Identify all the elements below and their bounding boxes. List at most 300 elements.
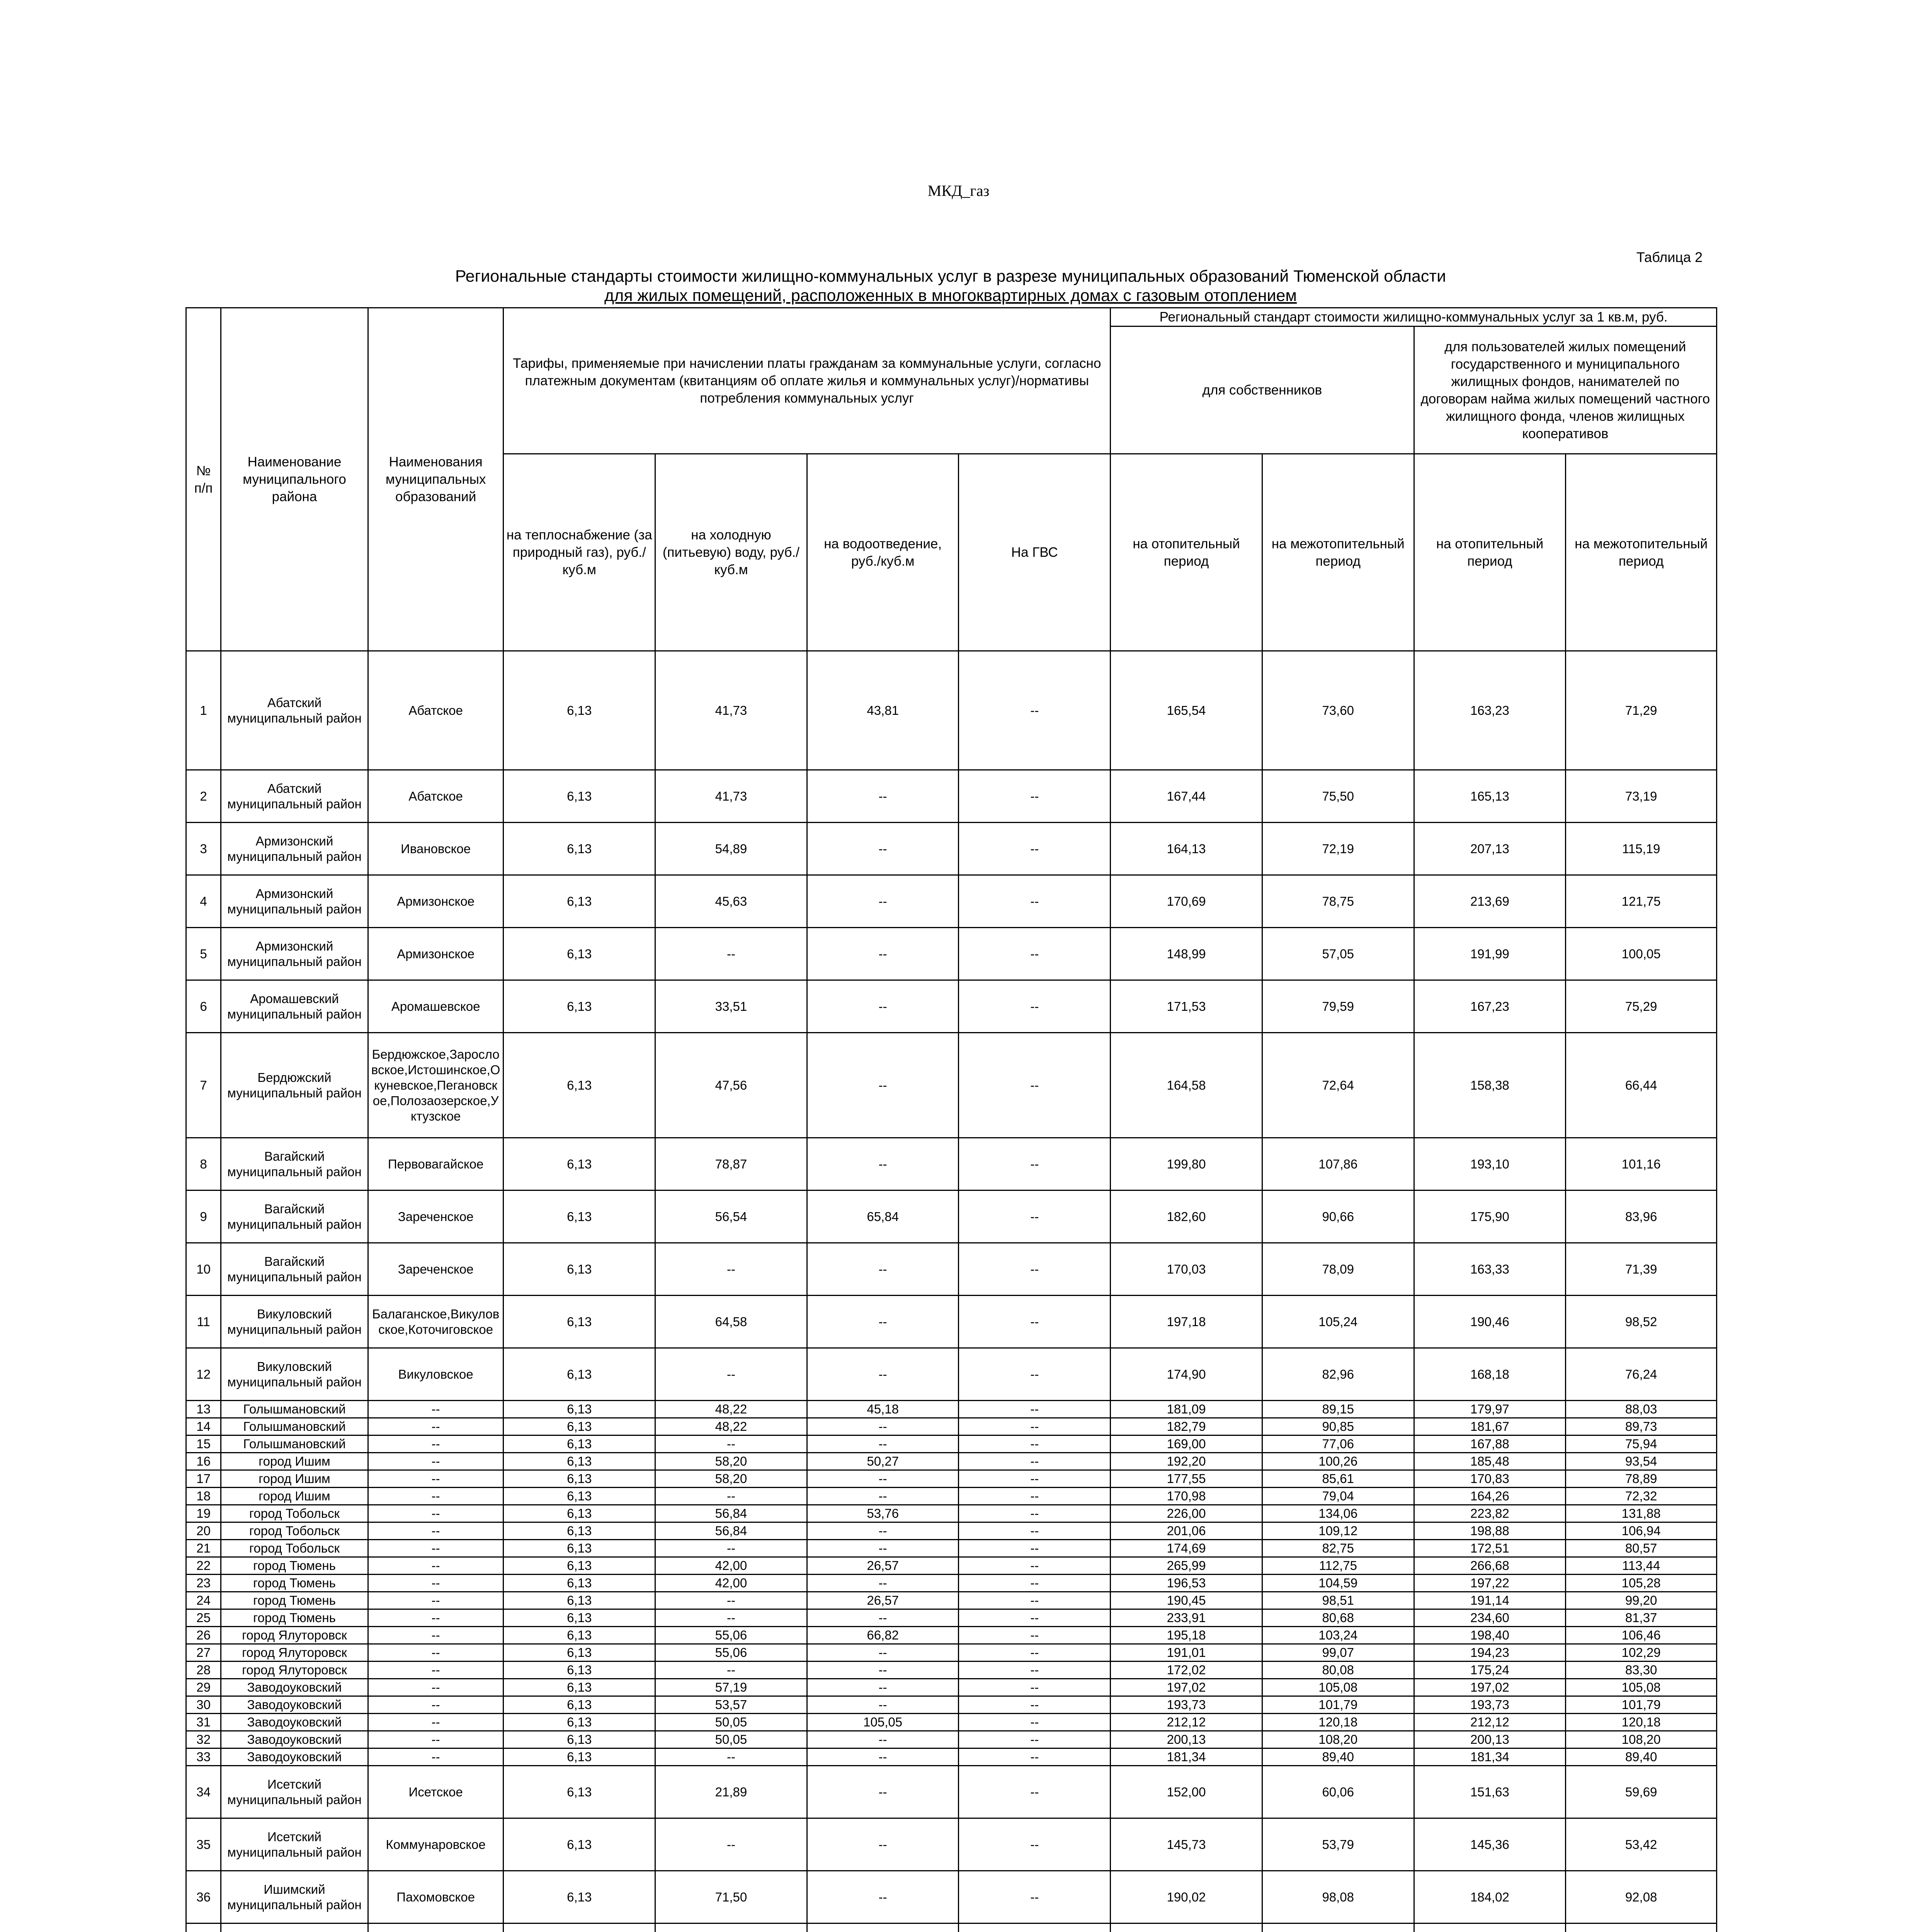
table-cell: город Ялуторовск: [221, 1644, 368, 1662]
table-cell: 6,13: [503, 770, 655, 823]
table-cell: --: [959, 770, 1111, 823]
table-cell: 9: [186, 1190, 221, 1243]
table-cell: Заводоуковский: [221, 1748, 368, 1766]
table-cell: 148,99: [1111, 928, 1262, 980]
table-cell: 167,44: [1111, 770, 1262, 823]
col-header-sewage: на водоотведение, руб./куб.м: [807, 454, 959, 651]
table-cell: --: [368, 1557, 503, 1575]
table-cell: 30: [186, 1696, 221, 1714]
table-cell: 101,16: [1566, 1138, 1717, 1190]
table-cell: 106,94: [1566, 1522, 1717, 1540]
table-cell: 6,13: [503, 1644, 655, 1662]
table-cell: 82,96: [1262, 1348, 1414, 1401]
table-cell: 55,06: [655, 1644, 807, 1662]
table-cell: --: [368, 1627, 503, 1644]
table-cell: 167,23: [1414, 980, 1566, 1033]
table-cell: --: [368, 1488, 503, 1505]
table-cell: Коммунаровское: [368, 1818, 503, 1871]
table-cell: --: [959, 1871, 1111, 1923]
table-row: [186, 1575, 1717, 1592]
table-cell: 199,80: [1111, 1138, 1262, 1190]
table-number: Таблица 2: [1636, 249, 1703, 265]
table-cell: 18: [186, 1488, 221, 1505]
table-row: [186, 1923, 1717, 1932]
table-cell: --: [959, 1627, 1111, 1644]
table-cell: 6,13: [503, 1696, 655, 1714]
table-cell: 33,51: [655, 980, 807, 1033]
table-cell: 6,13: [503, 1557, 655, 1575]
table-cell: 77,06: [1262, 1435, 1414, 1453]
table-row: [186, 1348, 1717, 1401]
table-header: [186, 308, 1717, 651]
table-cell: 266,68: [1414, 1557, 1566, 1575]
table-cell: 10: [186, 1243, 221, 1296]
table-cell: 53,76: [807, 1505, 959, 1522]
table-cell: 234,60: [1414, 1609, 1566, 1627]
table-cell: 6,13: [503, 1627, 655, 1644]
table-cell: 93,54: [1566, 1453, 1717, 1470]
table-cell: 200,13: [1414, 1731, 1566, 1748]
table-cell: 194,23: [1414, 1644, 1566, 1662]
table-cell: 42,00: [655, 1575, 807, 1592]
table-cell: 56,84: [655, 1522, 807, 1540]
table-cell: --: [959, 1679, 1111, 1696]
table-cell: --: [807, 1522, 959, 1540]
table-cell: 71,39: [1566, 1243, 1717, 1296]
table-cell: Армизонское: [368, 928, 503, 980]
table-cell: 98,52: [1566, 1296, 1717, 1348]
table-cell: --: [655, 1435, 807, 1453]
table-cell: 6,13: [503, 1575, 655, 1592]
table-cell: 104,59: [1262, 1575, 1414, 1592]
table-cell: --: [959, 1818, 1111, 1871]
table-cell: 17: [186, 1470, 221, 1488]
table-cell: 66,82: [807, 1627, 959, 1644]
table-row: [186, 1818, 1717, 1871]
table-cell: 213,69: [1414, 875, 1566, 928]
table-cell: 73,60: [1262, 651, 1414, 770]
table-cell: 113,44: [1566, 1557, 1717, 1575]
table-cell: 5: [186, 928, 221, 980]
table-row: [186, 1190, 1717, 1243]
table-cell: Зареченское: [368, 1243, 503, 1296]
table-cell: --: [807, 1679, 959, 1696]
table-cell: Исетский муниципальный район: [221, 1818, 368, 1871]
document-subtitle: для жилых помещений, расположенных в многоквартирных домах с газовым отоплением: [604, 286, 1297, 305]
table-cell: 174,90: [1111, 1348, 1262, 1401]
table-cell: --: [368, 1470, 503, 1488]
table-cell: --: [655, 1488, 807, 1505]
table-cell: 89,40: [1566, 1748, 1717, 1766]
table-cell: --: [655, 1348, 807, 1401]
table-cell: 106,46: [1566, 1627, 1717, 1644]
table-cell: 59,69: [1566, 1766, 1717, 1818]
table-cell: 190,45: [1111, 1592, 1262, 1609]
table-row: [186, 1679, 1717, 1696]
table-cell: --: [368, 1575, 503, 1592]
table-cell: 193,73: [1414, 1696, 1566, 1714]
table-cell: 197,02: [1111, 1679, 1262, 1696]
table-cell: Викуловское: [368, 1348, 503, 1401]
table-cell: 80,08: [1262, 1662, 1414, 1679]
table-cell: 131,88: [1566, 1505, 1717, 1522]
table-cell: --: [959, 1644, 1111, 1662]
table-cell: 108,20: [1566, 1731, 1717, 1748]
table-cell: 72,32: [1566, 1488, 1717, 1505]
table-cell: --: [807, 1818, 959, 1871]
table-cell: --: [368, 1679, 503, 1696]
table-cell: [1262, 1923, 1414, 1932]
table-cell: --: [368, 1453, 503, 1470]
col-header-cold-water: на холодную (питьевую) воду, руб./куб.м: [655, 454, 807, 651]
table-cell: 92,08: [1566, 1871, 1717, 1923]
table-cell: 175,90: [1414, 1190, 1566, 1243]
table-cell: --: [368, 1435, 503, 1453]
table-cell: Бердюжское,Зарословское,Истошинское,Окуневское,Пегановское,Полозаозерское,Уктузское: [368, 1033, 503, 1138]
table-cell: 6,13: [503, 1401, 655, 1418]
table-cell: 6,13: [503, 1871, 655, 1923]
table-row: [186, 1418, 1717, 1435]
table-cell: --: [807, 980, 959, 1033]
sheet-name: МКД_газ: [927, 182, 990, 199]
table-cell: --: [655, 1592, 807, 1609]
table-cell: --: [368, 1662, 503, 1679]
table-cell: --: [368, 1418, 503, 1435]
table-row: [186, 1557, 1717, 1575]
table-cell: 54,89: [655, 823, 807, 875]
table-cell: 48,22: [655, 1418, 807, 1435]
table-cell: 6,13: [503, 980, 655, 1033]
table-cell: 107,86: [1262, 1138, 1414, 1190]
table-cell: 6,13: [503, 1190, 655, 1243]
table-cell: город Ялуторовск: [221, 1662, 368, 1679]
table-cell: --: [807, 875, 959, 928]
table-cell: Армизонский муниципальный район: [221, 823, 368, 875]
table-cell: 27: [186, 1644, 221, 1662]
table-cell: --: [807, 1662, 959, 1679]
table-cell: 22: [186, 1557, 221, 1575]
table-cell: 89,15: [1262, 1401, 1414, 1418]
table-cell: --: [959, 1714, 1111, 1731]
table-cell: --: [655, 1540, 807, 1557]
table-cell: --: [807, 1488, 959, 1505]
table-cell: 16: [186, 1453, 221, 1470]
table-cell: 65,84: [807, 1190, 959, 1243]
table-cell: --: [655, 1748, 807, 1766]
table-cell: 105,05: [807, 1714, 959, 1731]
table-cell: --: [368, 1714, 503, 1731]
table-cell: 6,13: [503, 823, 655, 875]
table-cell: --: [655, 1818, 807, 1871]
table-cell: 103,24: [1262, 1627, 1414, 1644]
table-cell: 89,73: [1566, 1418, 1717, 1435]
table-row: [186, 1540, 1717, 1557]
table-cell: город Ишим: [221, 1488, 368, 1505]
table-row: [186, 1662, 1717, 1679]
table-cell: Ивановское: [368, 823, 503, 875]
table-cell: Армизонское: [368, 875, 503, 928]
table-cell: --: [959, 1505, 1111, 1522]
table-cell: 177,55: [1111, 1470, 1262, 1488]
table-cell: 78,87: [655, 1138, 807, 1190]
table-cell: 6,13: [503, 928, 655, 980]
table-cell: 89,40: [1262, 1748, 1414, 1766]
table-cell: 79,04: [1262, 1488, 1414, 1505]
table-cell: 6,13: [503, 1609, 655, 1627]
table-cell: 57,05: [1262, 928, 1414, 980]
table-cell: 6,13: [503, 1818, 655, 1871]
table-cell: Пахомовское: [368, 1871, 503, 1923]
table-cell: 13: [186, 1401, 221, 1418]
table-cell: 4: [186, 875, 221, 928]
table-cell: 191,99: [1414, 928, 1566, 980]
table-cell: 6,13: [503, 1488, 655, 1505]
table-cell: 101,79: [1566, 1696, 1717, 1714]
table-cell: 102,29: [1566, 1644, 1717, 1662]
table-cell: --: [368, 1592, 503, 1609]
table-cell: --: [959, 651, 1111, 770]
table-cell: 31: [186, 1714, 221, 1731]
table-cell: 174,69: [1111, 1540, 1262, 1557]
table-cell: 57,19: [655, 1679, 807, 1696]
table-cell: 35: [186, 1818, 221, 1871]
table-row: [186, 1748, 1717, 1766]
table-cell: 79,59: [1262, 980, 1414, 1033]
table-row: [186, 1505, 1717, 1522]
table-cell: 198,88: [1414, 1522, 1566, 1540]
table-cell: 265,99: [1111, 1557, 1262, 1575]
table-cell: Абатское: [368, 651, 503, 770]
col-header-tenants-nonheating: на межотопительный период: [1566, 454, 1717, 651]
table-cell: 60,06: [1262, 1766, 1414, 1818]
table-cell: 90,66: [1262, 1190, 1414, 1243]
table-cell: 6,13: [503, 651, 655, 770]
table-cell: 6,13: [503, 1435, 655, 1453]
table-row: [186, 980, 1717, 1033]
table-cell: 6,13: [503, 1033, 655, 1138]
table-cell: 101,79: [1262, 1696, 1414, 1714]
table-cell: 197,22: [1414, 1575, 1566, 1592]
table-cell: 3: [186, 823, 221, 875]
table-cell: 134,06: [1262, 1505, 1414, 1522]
table-cell: 182,79: [1111, 1418, 1262, 1435]
table-cell: 7: [186, 1033, 221, 1138]
table-cell: город Ишим: [221, 1470, 368, 1488]
table-row: [186, 1488, 1717, 1505]
table-cell: --: [959, 1662, 1111, 1679]
table-cell: 26,57: [807, 1557, 959, 1575]
table-row: [186, 1296, 1717, 1348]
table-row: [186, 651, 1717, 770]
table-cell: --: [959, 1557, 1111, 1575]
table-cell: 163,23: [1414, 651, 1566, 770]
table-cell: 105,24: [1262, 1296, 1414, 1348]
table-row: [186, 928, 1717, 980]
table-cell: --: [368, 1644, 503, 1662]
table-cell: [186, 1923, 221, 1932]
table-cell: 207,13: [1414, 823, 1566, 875]
table-cell: 181,34: [1414, 1748, 1566, 1766]
col-header-heat: на теплоснабжение (за природный газ), руб./куб.м: [503, 454, 655, 651]
table-cell: 72,19: [1262, 823, 1414, 875]
table-cell: --: [959, 1401, 1111, 1418]
table-cell: 192,20: [1111, 1453, 1262, 1470]
table-cell: Бердюжский муниципальный район: [221, 1033, 368, 1138]
table-cell: 75,29: [1566, 980, 1717, 1033]
table-cell: 6,13: [503, 1731, 655, 1748]
table-cell: --: [368, 1748, 503, 1766]
col-header-tenants-heating: на отопительный период: [1414, 454, 1566, 651]
table-cell: Голышмановский: [221, 1401, 368, 1418]
table-cell: --: [959, 928, 1111, 980]
table-cell: --: [807, 1696, 959, 1714]
table-cell: 15: [186, 1435, 221, 1453]
table-cell: Заводоуковский: [221, 1731, 368, 1748]
table-row: [186, 1138, 1717, 1190]
table-cell: 201,06: [1111, 1522, 1262, 1540]
table-cell: 191,01: [1111, 1644, 1262, 1662]
table-cell: 71,50: [655, 1871, 807, 1923]
table-cell: 83,96: [1566, 1190, 1717, 1243]
table-cell: [1566, 1923, 1717, 1932]
table-cell: 6,13: [503, 875, 655, 928]
table-cell: --: [807, 1766, 959, 1818]
table-cell: Заводоуковский: [221, 1696, 368, 1714]
table-cell: город Ишим: [221, 1453, 368, 1470]
table-cell: 175,24: [1414, 1662, 1566, 1679]
table-cell: 58,20: [655, 1470, 807, 1488]
table-row: [186, 1609, 1717, 1627]
table-cell: [503, 1923, 655, 1932]
table-cell: 50,05: [655, 1714, 807, 1731]
table-cell: 121,75: [1566, 875, 1717, 928]
table-cell: город Тюмень: [221, 1609, 368, 1627]
table-cell: 56,54: [655, 1190, 807, 1243]
table-cell: Абатское: [368, 770, 503, 823]
table-cell: Викуловский муниципальный район: [221, 1296, 368, 1348]
table-cell: 169,00: [1111, 1435, 1262, 1453]
table-cell: 45,18: [807, 1401, 959, 1418]
table-cell: --: [959, 1243, 1111, 1296]
table-cell: 172,02: [1111, 1662, 1262, 1679]
table-cell: 21,89: [655, 1766, 807, 1818]
table-cell: --: [807, 1748, 959, 1766]
table-cell: 6,13: [503, 1540, 655, 1557]
table-cell: --: [807, 1033, 959, 1138]
table-cell: --: [959, 1138, 1111, 1190]
table-cell: --: [655, 928, 807, 980]
table-cell: 48,22: [655, 1401, 807, 1418]
table-cell: 171,53: [1111, 980, 1262, 1033]
table-cell: 75,50: [1262, 770, 1414, 823]
table-cell: 197,02: [1414, 1679, 1566, 1696]
table-cell: --: [807, 1609, 959, 1627]
table-cell: 55,06: [655, 1627, 807, 1644]
col-header-owners: для собственников: [1111, 327, 1414, 454]
table-cell: 72,64: [1262, 1033, 1414, 1138]
table-cell: 6: [186, 980, 221, 1033]
table-cell: --: [959, 1575, 1111, 1592]
table-cell: 82,75: [1262, 1540, 1414, 1557]
col-header-owners-heating: на отопительный период: [1111, 454, 1262, 651]
table-cell: 6,13: [503, 1470, 655, 1488]
table-cell: --: [959, 1488, 1111, 1505]
table-row: [186, 1453, 1717, 1470]
table-cell: 42,00: [655, 1557, 807, 1575]
table-cell: 193,10: [1414, 1138, 1566, 1190]
table-cell: 200,13: [1111, 1731, 1262, 1748]
table-cell: 47,56: [655, 1033, 807, 1138]
table-row: [186, 1243, 1717, 1296]
table-cell: --: [959, 980, 1111, 1033]
table-cell: --: [807, 1243, 959, 1296]
table-cell: 6,13: [503, 1453, 655, 1470]
table-cell: 26: [186, 1627, 221, 1644]
table-cell: 50,05: [655, 1731, 807, 1748]
table-cell: 191,14: [1414, 1592, 1566, 1609]
table-cell: --: [959, 875, 1111, 928]
table-cell: Аромашевское: [368, 980, 503, 1033]
table-cell: 168,18: [1414, 1348, 1566, 1401]
table-cell: 226,00: [1111, 1505, 1262, 1522]
table-cell: 53,57: [655, 1696, 807, 1714]
table-cell: --: [959, 1418, 1111, 1435]
table-cell: 78,09: [1262, 1243, 1414, 1296]
table-cell: --: [959, 1766, 1111, 1818]
table-cell: 98,08: [1262, 1871, 1414, 1923]
tariff-table: [185, 307, 1717, 1932]
table-cell: 78,75: [1262, 875, 1414, 928]
table-cell: 120,18: [1566, 1714, 1717, 1731]
table-cell: --: [959, 1435, 1111, 1453]
table-cell: 53,42: [1566, 1818, 1717, 1871]
table-cell: 81,37: [1566, 1609, 1717, 1627]
table-row: [186, 1401, 1717, 1418]
table-cell: 233,91: [1111, 1609, 1262, 1627]
table-cell: --: [807, 1418, 959, 1435]
col-header-num: № п/п: [186, 308, 221, 651]
table-cell: 190,46: [1414, 1296, 1566, 1348]
table-cell: 25: [186, 1609, 221, 1627]
table-cell: 6,13: [503, 1662, 655, 1679]
table-row: [186, 1696, 1717, 1714]
table-cell: --: [807, 1138, 959, 1190]
table-cell: 14: [186, 1418, 221, 1435]
table-cell: 24: [186, 1592, 221, 1609]
table-cell: 90,85: [1262, 1418, 1414, 1435]
table-cell: 64,58: [655, 1296, 807, 1348]
table-cell: город Тобольск: [221, 1522, 368, 1540]
table-cell: Викуловский муниципальный район: [221, 1348, 368, 1401]
table-cell: 34: [186, 1766, 221, 1818]
table-cell: 164,13: [1111, 823, 1262, 875]
table-cell: город Тюмень: [221, 1575, 368, 1592]
table-cell: Армизонский муниципальный район: [221, 928, 368, 980]
table-cell: 164,26: [1414, 1488, 1566, 1505]
col-header-standard-group: Региональный стандарт стоимости жилищно-коммунальных услуг за 1 кв.м, руб.: [1111, 308, 1717, 327]
table-cell: город Тюмень: [221, 1592, 368, 1609]
table-row: [186, 770, 1717, 823]
table-cell: 100,26: [1262, 1453, 1414, 1470]
table-cell: 165,13: [1414, 770, 1566, 823]
table-cell: 75,94: [1566, 1435, 1717, 1453]
table-cell: --: [655, 1243, 807, 1296]
col-header-hot-water: На ГВС: [959, 454, 1111, 651]
col-header-district: Наименование муниципального района: [221, 308, 368, 651]
table-cell: 197,18: [1111, 1296, 1262, 1348]
table-cell: 165,54: [1111, 651, 1262, 770]
table-cell: 6,13: [503, 1679, 655, 1696]
